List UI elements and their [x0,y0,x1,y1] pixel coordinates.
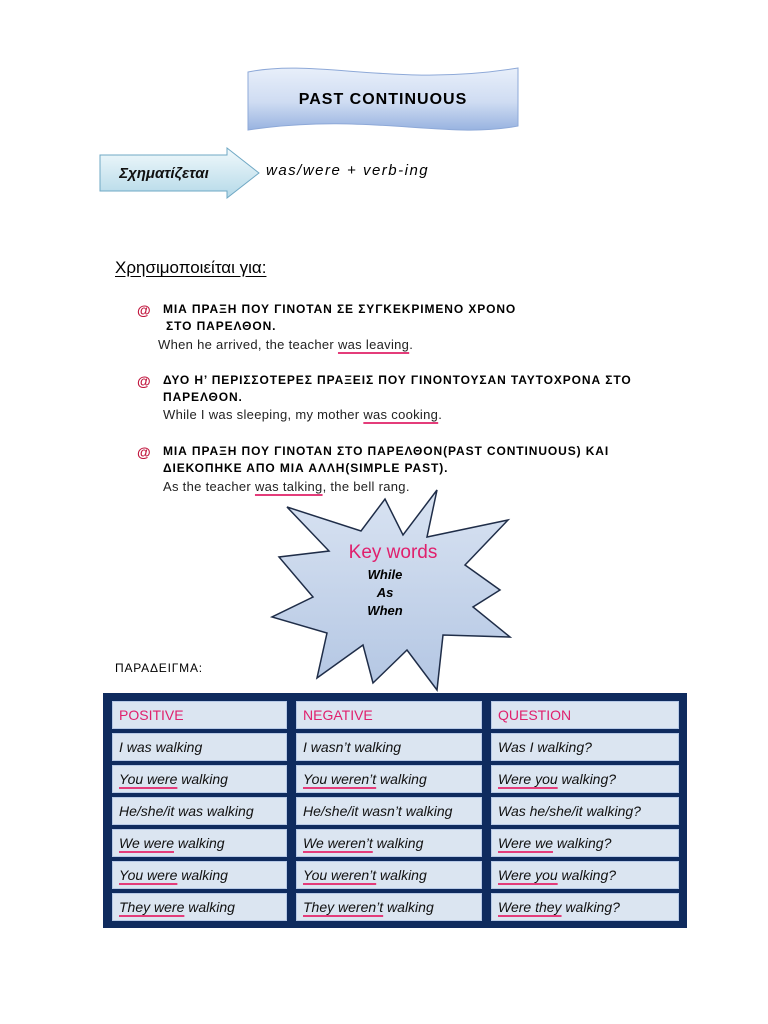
cell-highlight: Were you [498,771,558,787]
table-cell [296,733,482,761]
formation-label: Σχηματίζεται [119,165,209,182]
cell-highlight: You were [119,867,178,883]
cell-highlight: We were [119,835,174,851]
table-cell [296,797,482,825]
cell-text: walking [177,867,228,883]
cell-text: walking? [552,835,612,851]
cell-highlight: Were you [498,867,558,883]
cell-highlight: Were they [498,899,562,915]
cell-text: He/she/it wasn’t walking [303,803,453,819]
cell-highlight: You were [119,771,178,787]
key-word: While [367,567,403,582]
cell-text: walking? [557,771,617,787]
cell-text: I wasn’t walking [303,739,402,755]
table-cell [491,893,679,921]
cell-highlight: We weren’t [303,835,373,851]
cell-text: I was walking [119,739,203,755]
usage-example [158,337,413,353]
example-highlight: was talking [254,479,323,494]
table-cell [491,733,679,761]
cell-text: walking [383,899,434,915]
example-highlight: was leaving [337,337,410,352]
table-cell [491,797,679,825]
cell-text: walking [177,771,228,787]
example-text: While I was sleeping, my mother [163,407,364,422]
cell-highlight: You weren’t [303,867,377,883]
example-text: . [409,337,414,352]
key-word: When [367,603,403,618]
usage-rule-line: ΜΙΑ ΠΡΑΞΗ ΠΟΥ ΓΙΝΟΤΑΝ ΣΕ ΣΥΓΚΕΚΡΙΜΕΝΟ ΧΡΟΝΟ [163,302,517,316]
formation-formula: was/were + verb-ing [266,162,430,179]
usage-heading: Χρησιμοποιείται για: [115,258,267,277]
example-text: , the bell rang. [322,479,410,494]
table-cell [296,861,482,889]
usage-rule-line: ΜΙΑ ΠΡΑΞΗ ΠΟΥ ΓΙΝΟΤΑΝ ΣΤΟ ΠΑΡΕΛΘΟΝ(PAST CONTINUOUS) ΚΑΙ [163,444,610,458]
page-title: PAST CONTINUOUS [298,91,468,108]
table-cell [491,861,679,889]
table-cell [296,893,482,921]
table-cell [112,893,287,921]
example-text: As the teacher [163,479,255,494]
usage-rule-line: ΣΤΟ ΠΑΡΕΛΘΟΝ. [166,319,277,333]
conjugation-table [103,693,687,928]
example-text: . [438,407,443,422]
cell-highlight: They were [119,899,185,915]
cell-text: walking [376,771,427,787]
bullet-icon: @ [137,444,151,460]
cell-text: walking [173,835,225,851]
table-header-cell: QUESTION [491,701,679,729]
cell-text: walking? [561,899,620,915]
table-cell [296,829,482,857]
table-header-cell: NEGATIVE [296,701,482,729]
cell-highlight: They weren’t [303,899,384,915]
table-cell [112,733,287,761]
table-cell [112,797,287,825]
usage-rule-line: ΠΑΡΕΛΘΟΝ. [163,390,243,404]
example-highlight: was cooking [363,407,439,422]
table-cell [491,765,679,793]
bullet-icon: @ [137,302,151,318]
cell-highlight: Were we [498,835,553,851]
table-header-cell: POSITIVE [112,701,287,729]
usage-rule-line: ΔΥΟ Η’ ΠΕΡΙΣΣΟΤΕΡΕΣ ΠΡΑΞΕΙΣ ΠΟΥ ΓΙΝΟΝΤΟΥΣΑΝ ΤΑΥΤΟΧΡΟΝΑ ΣΤΟ [163,373,632,387]
table-cell [112,765,287,793]
key-word: As [376,585,394,600]
table-cell [491,829,679,857]
cell-text: He/she/it was walking [119,803,254,819]
usage-example [163,407,442,423]
cell-text: walking? [557,867,617,883]
cell-text: walking [184,899,235,915]
table-cell [112,829,287,857]
table-cell [112,861,287,889]
cell-text: Was he/she/it walking? [498,803,641,819]
cell-highlight: You weren’t [303,771,377,787]
cell-text: walking [376,867,427,883]
examples-label: ΠΑΡΑΔΕΙΓΜΑ: [115,661,203,675]
key-words-title: Key words [348,542,438,563]
usage-rule-line: ΔΙΕΚΟΠΗΚΕ ΑΠΟ ΜΙΑ ΑΛΛΗ(SIMPLE PAST). [163,461,449,475]
bullet-icon: @ [137,373,151,389]
cell-text: walking [372,835,424,851]
cell-text: Was I walking? [498,739,592,755]
table-cell [296,765,482,793]
example-text: When he arrived, the teacher [158,337,338,352]
